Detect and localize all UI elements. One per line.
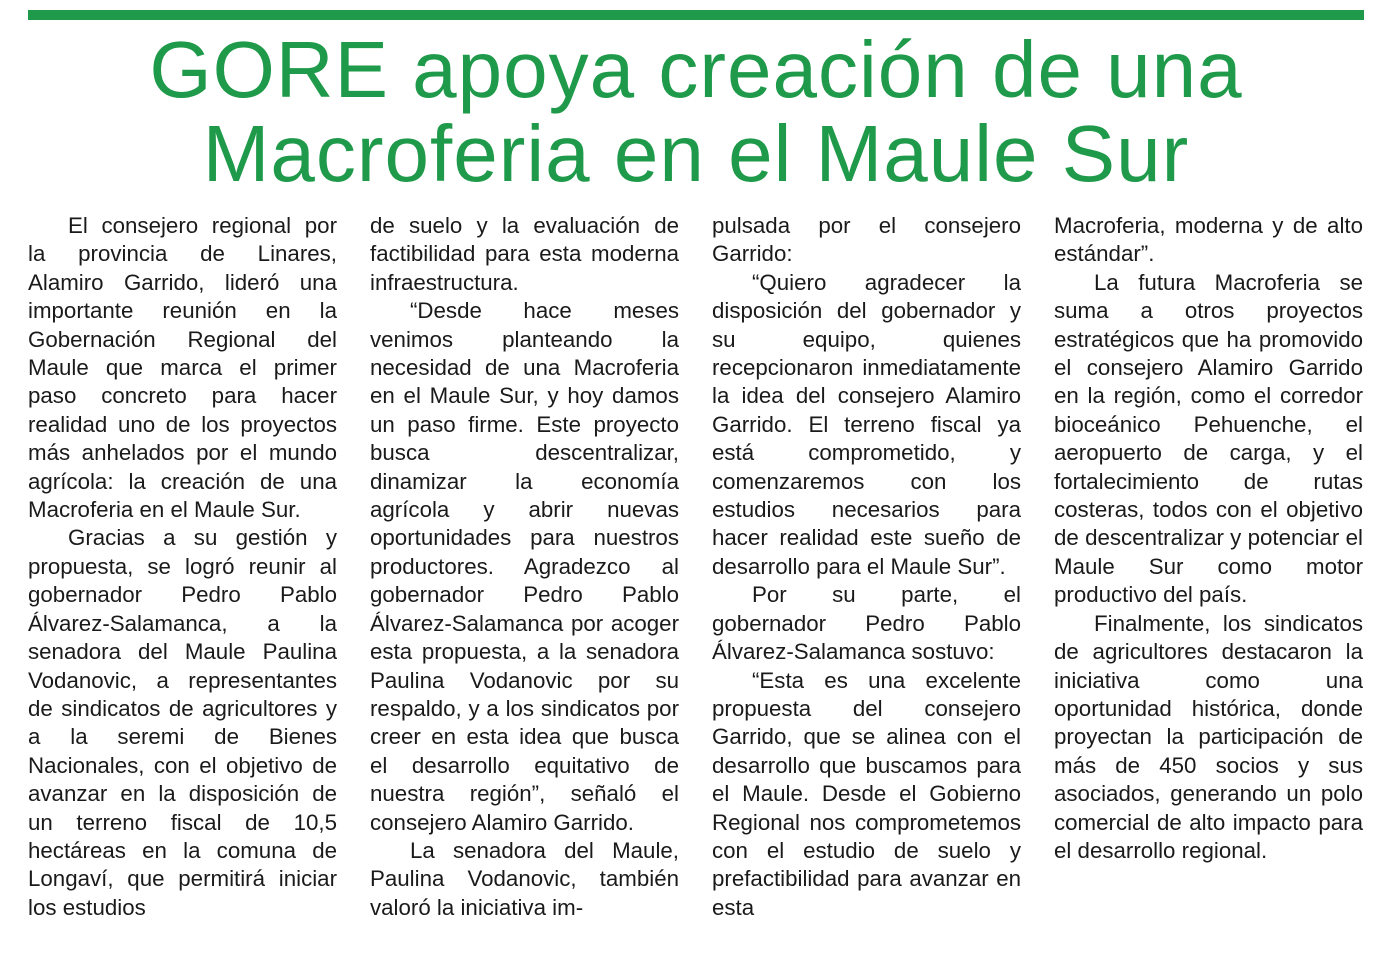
- headline-line-2: Macroferia en el Maule Sur: [202, 109, 1190, 198]
- column-4: [1054, 212, 1363, 957]
- header-rule: [28, 10, 1364, 20]
- paragraph: “Esta es una excelente propuesta del consejero Garrido, que se alinea con el desarrollo que buscamos para el Maule. Desde el Gobierno Regional nos comprometemos con el estudio de suelo y prefactibilidad para avanzar en esta: [712, 667, 1021, 920]
- paragraph: El consejero regional por la provincia de Linares, Alamiro Garrido, lideró una importante reunión en la Gobernación Regional del Maule que marca el primer paso concreto para hacer realidad uno de los proyectos más anhelados por el mundo agrícola: la creación de una Macroferia en el Maule Sur.: [28, 213, 337, 523]
- paragraph: Gracias a su gestión y propuesta, se logró reunir al gobernador Pedro Pablo Álvarez-Salamanca, a la senadora del Maule Paulina Vodanovic, a representantes de sindicatos de agricultores y a la seremi de Bienes Nacionales, con el objetivo de avanzar en la disposición de un terreno fiscal de 10,5 hectáreas en la comuna de Longaví, que permitirá iniciar los estudios: [28, 525, 337, 920]
- headline: [28, 25, 1364, 198]
- paragraph: “Quiero agradecer la disposición del gobernador y su equipo, quienes recepcionaron inmediatamente la idea del consejero Alamiro Garrido. El terreno fiscal ya está comprometido, y comenzaremos con los estudios necesarios para hacer realidad este sueño de desarrollo para el Maule Sur”.: [712, 269, 1021, 579]
- paragraph: pulsada por el consejero Garrido:: [712, 213, 1021, 267]
- paragraph: Finalmente, los sindicatos de agricultores destacaron la iniciativa como una oportunidad histórica, donde proyectan la participación de más de 450 socios y sus asociados, generando un polo comercial de alto impacto para el desarrollo regional.: [1054, 610, 1363, 863]
- paragraph: Macroferia, moderna y de alto estándar”.: [1054, 213, 1363, 267]
- column-3: [712, 212, 1021, 957]
- article-body: [28, 212, 1364, 957]
- paragraph: La futura Macroferia se suma a otros proyectos estratégicos que ha promovido el consejero Alamiro Garrido en la región, como el corredor bioceánico Pehuenche, el aeropuerto de carga, y el fortalecimiento de rutas costeras, todos con el objetivo de descentralizar y potenciar el Maule Sur como motor productivo del país.: [1054, 269, 1363, 608]
- paragraph: “Desde hace meses venimos planteando la necesidad de una Macroferia en el Maule Sur, y hoy damos un paso firme. Este proyecto busca descentralizar, dinamizar la economía agrícola y abrir nuevas oportunidades para nuestros productores. Agradezco al gobernador Pedro Pablo Álvarez-Salamanca por acoger esta propuesta, a la senadora Paulina Vodanovic por su respaldo, y a los sindicatos por creer en esta idea que busca el desarrollo equitativo de nuestra región”, señaló el consejero Alamiro Garrido.: [370, 298, 679, 835]
- paragraph: de suelo y la evaluación de factibilidad para esta moderna infraestructura.: [370, 213, 679, 295]
- column-2: [370, 212, 679, 957]
- headline-line-1: GORE apoya creación de una: [149, 25, 1243, 114]
- paragraph: Por su parte, el gobernador Pedro Pablo Álvarez-Salamanca sostuvo:: [712, 582, 1021, 665]
- paragraph: La senadora del Maule, Paulina Vodanovic, también valoró la iniciativa im-: [370, 837, 679, 920]
- column-1: [28, 212, 337, 957]
